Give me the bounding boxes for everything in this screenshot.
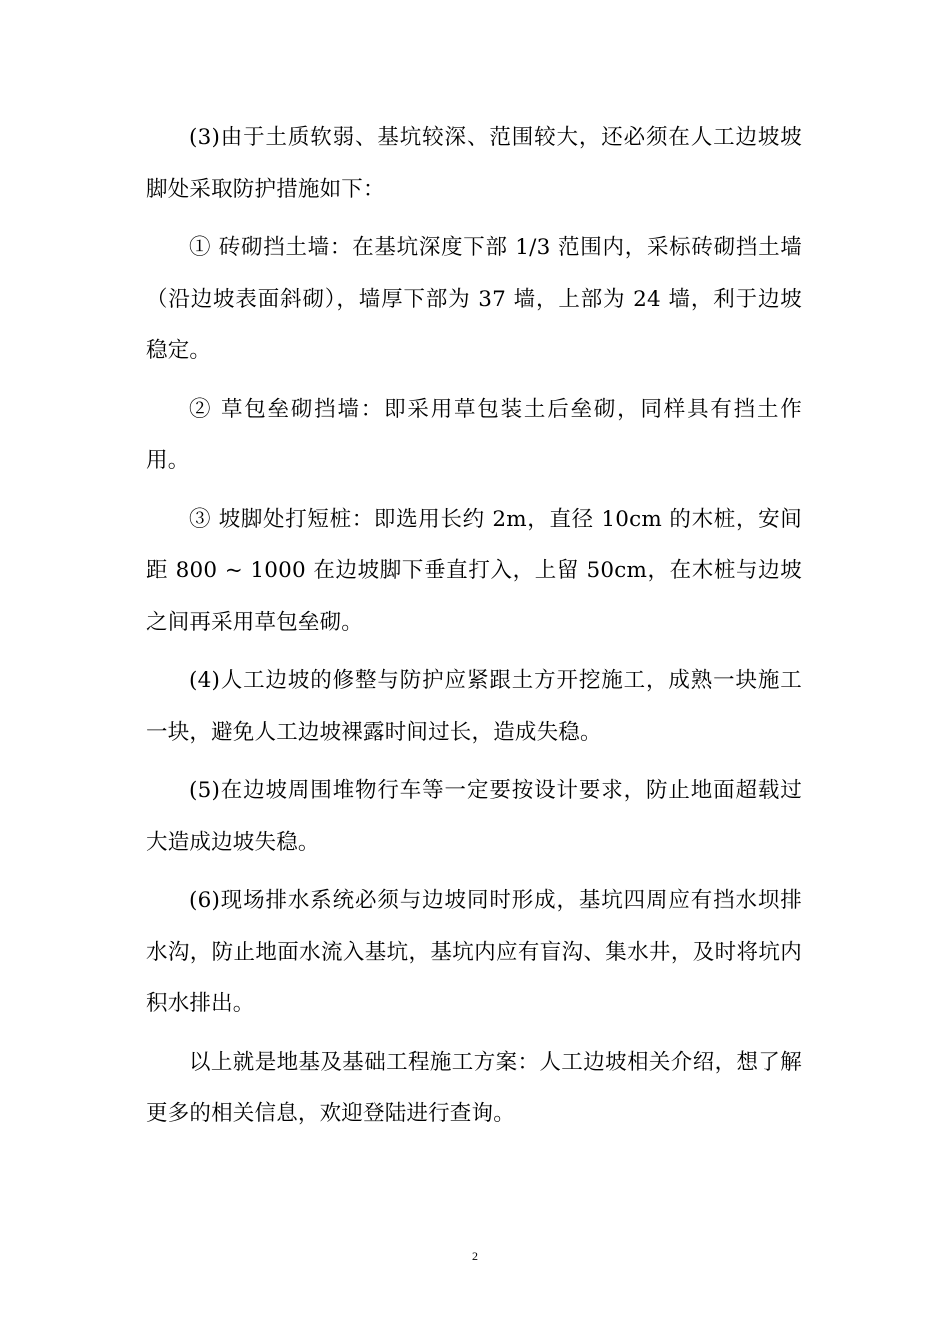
- paragraph-item-5-surcharge: (5)在边坡周围堆物行车等一定要按设计要求，防止地面超载过大造成边坡失稳。: [146, 778, 802, 855]
- paragraph-brick-retaining-wall: ① 砖砌挡土墙：在基坑深度下部 1/3 范围内，采标砖砌挡土墙（沿边坡表面斜砌），墙厚下部为 37 墙，上部为 24 墙，利于边坡稳定。: [146, 235, 802, 363]
- paragraph-straw-bag-wall: ② 草包垒砌挡墙：即采用草包装土后垒砌，同样具有挡土作用。: [146, 396, 802, 473]
- page-number: 2: [472, 1249, 478, 1263]
- paragraph-item-6-drainage: (6)现场排水系统必须与边坡同时形成，基坑四周应有挡水坝排水沟，防止地面水流入基坑，基坑内应有盲沟、集水井，及时将坑内积水排出。: [146, 888, 802, 1016]
- paragraph-conclusion: 以上就是地基及基础工程施工方案：人工边坡相关介绍，想了解更多的相关信息，欢迎登陆进行查询。: [146, 1049, 802, 1126]
- document-body: [146, 112, 802, 1147]
- paragraph-item-3-slope-foot-protection: (3)由于土质软弱、基坑较深、范围较大，还必须在人工边坡坡脚处采取防护措施如下：: [146, 125, 802, 202]
- paragraph-item-4-trimming: (4)人工边坡的修整与防护应紧跟土方开挖施工，成熟一块施工一块，避免人工边坡裸露时间过长，造成失稳。: [146, 668, 802, 745]
- paragraph-short-piles: ③ 坡脚处打短桩：即选用长约 2m，直径 10cm 的木桩，安间距 800 ~ 1000 在边坡脚下垂直打入，上留 50cm，在木桩与边坡之间再采用草包垒砌。: [146, 506, 802, 635]
